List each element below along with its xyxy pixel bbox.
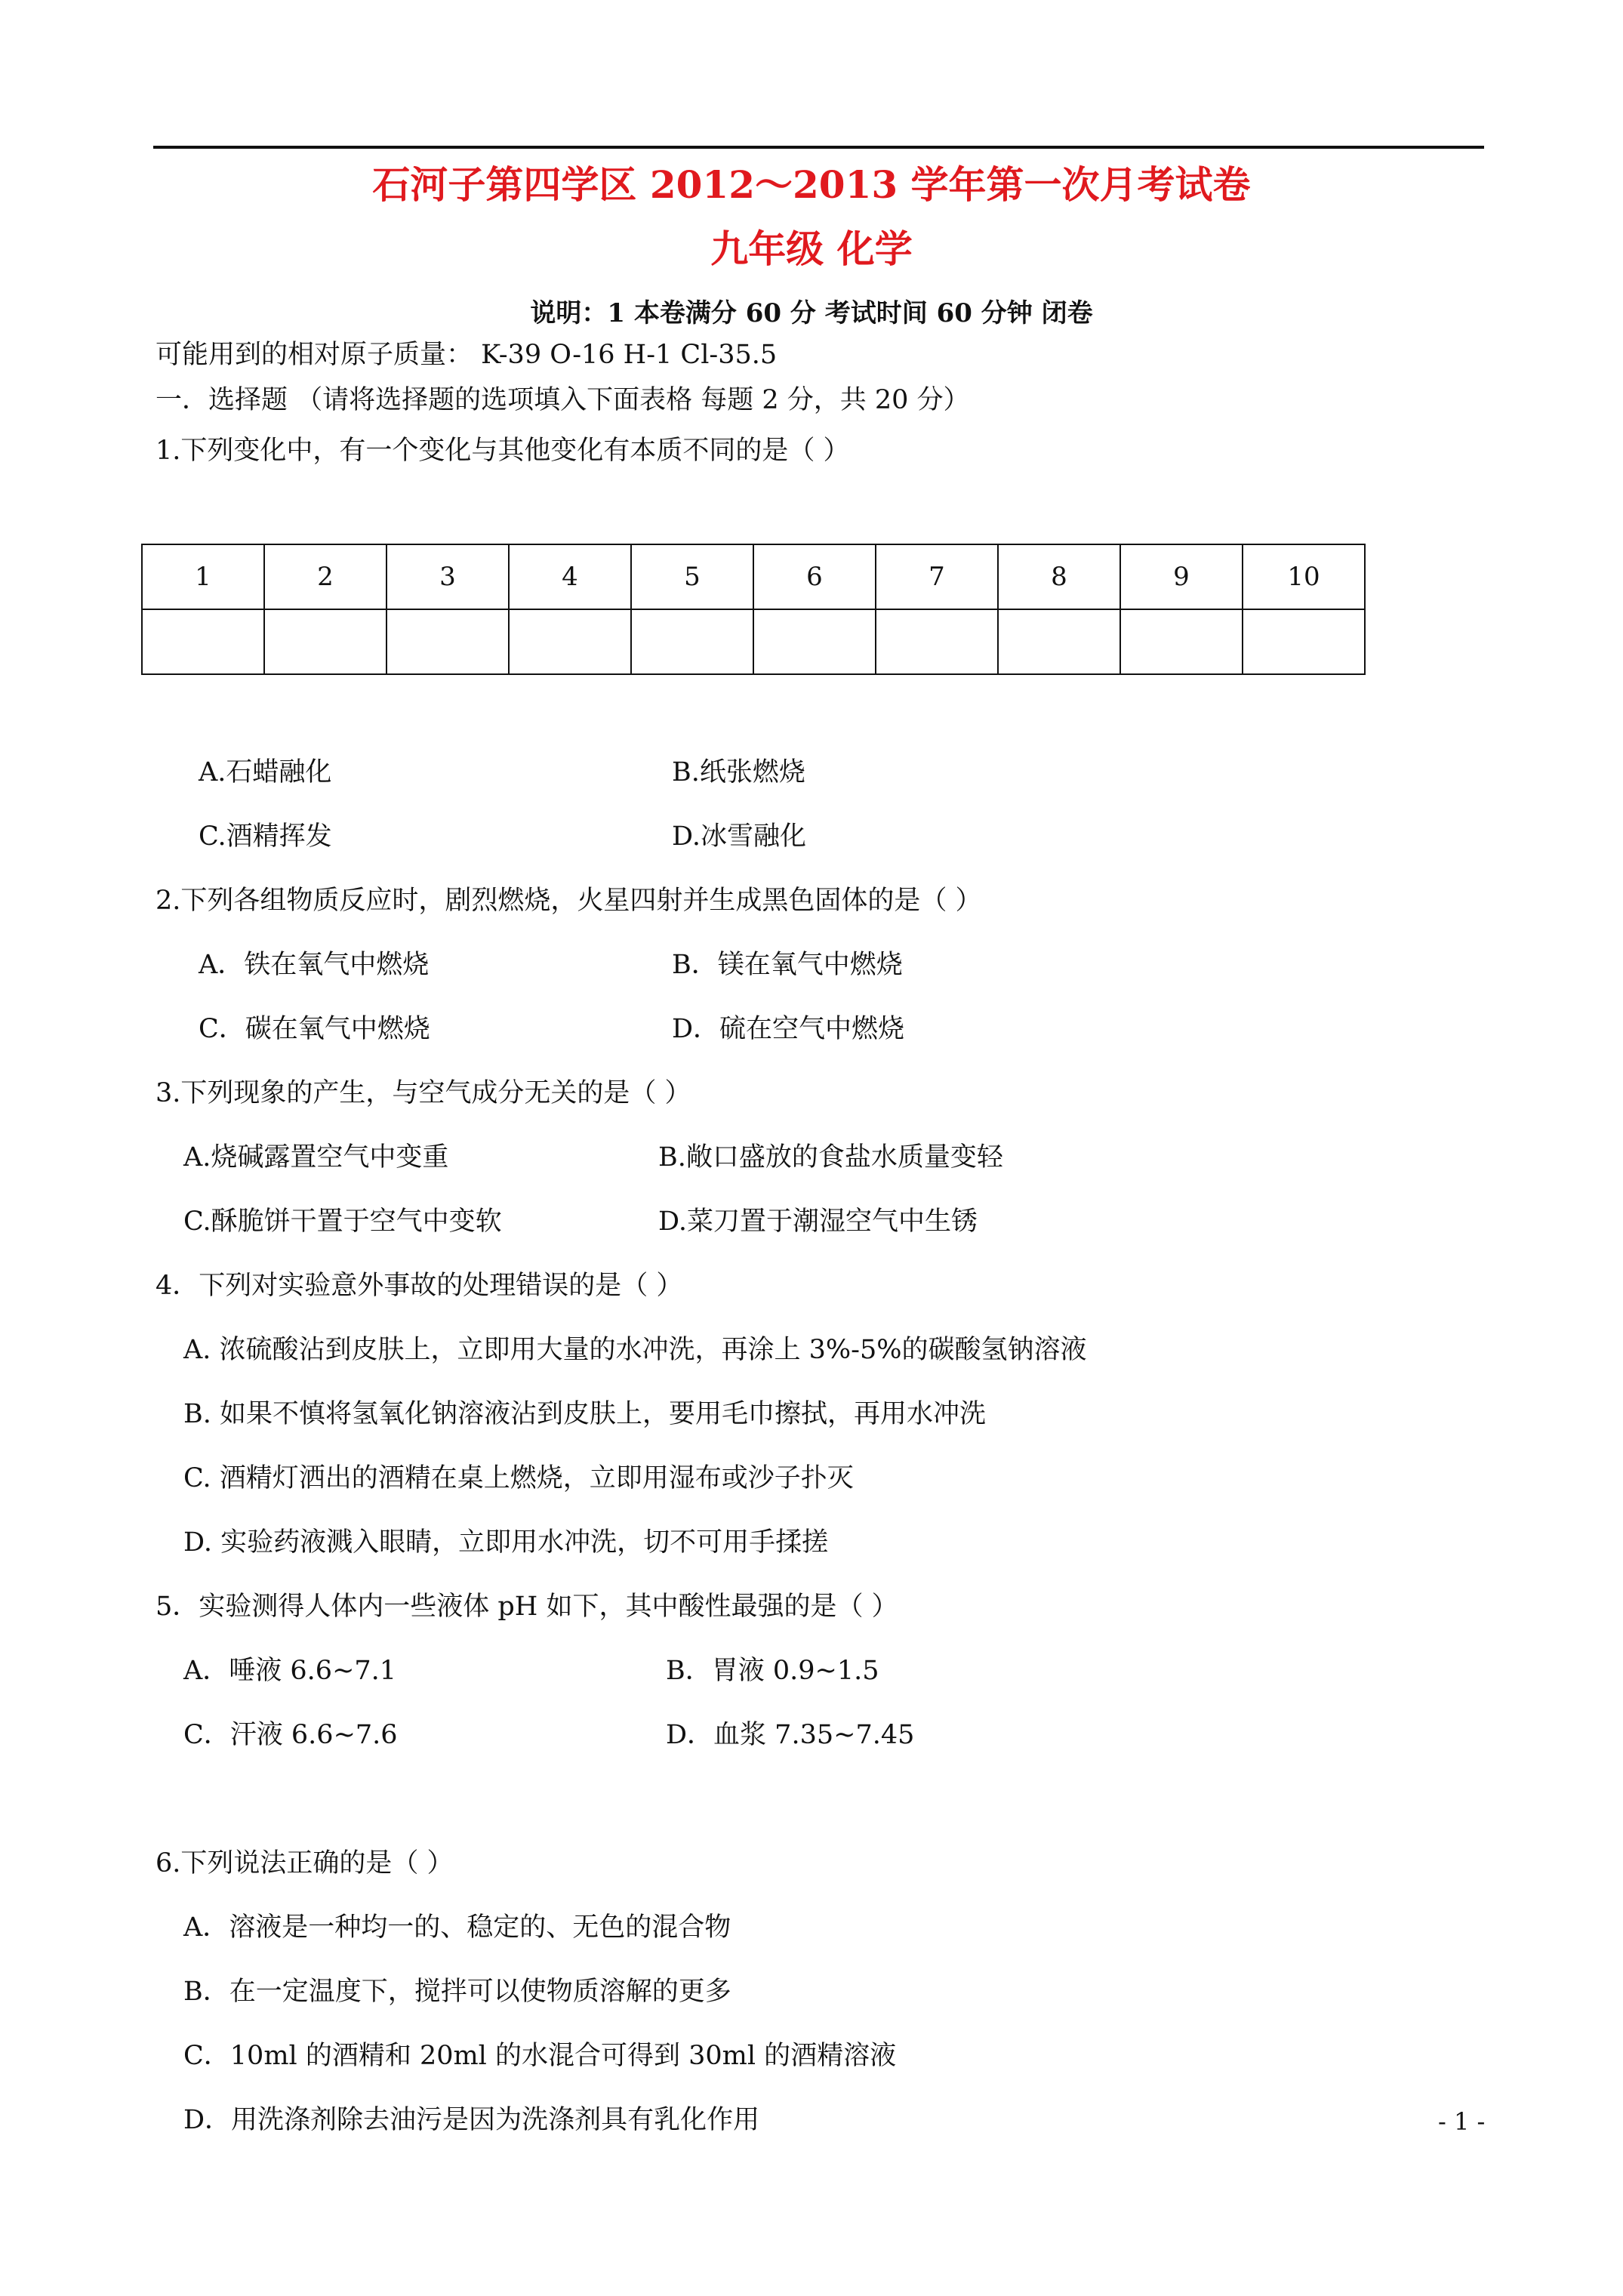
question-5-option-a: A．唾液 6.6~7.1: [183, 1656, 397, 1686]
answer-table-answer-row: [142, 609, 1365, 674]
answer-number: 9: [1120, 544, 1243, 609]
question-6-stem: 6.下列说法正确的是（ ）: [156, 1848, 454, 1878]
answer-number: 8: [998, 544, 1120, 609]
answer-number: 5: [631, 544, 753, 609]
answer-number: 6: [753, 544, 876, 609]
question-2-option-c: C．碳在氧气中燃烧: [199, 1014, 430, 1044]
atomic-masses: 可能用到的相对原子质量： K-39 O-16 H-1 Cl-35.5: [156, 340, 778, 370]
answer-number: 4: [509, 544, 631, 609]
answer-cell: [264, 609, 387, 674]
question-2-option-a: A．铁在氧气中燃烧: [199, 950, 430, 980]
question-1-option-d: D.冰雪融化: [672, 821, 806, 852]
answer-number: 2: [264, 544, 387, 609]
page-number: - 1 -: [1438, 2107, 1486, 2136]
answer-number: 1: [142, 544, 264, 609]
answer-cell: [753, 609, 876, 674]
question-3-stem: 3.下列现象的产生，与空气成分无关的是（ ）: [156, 1078, 691, 1108]
question-5-option-d: D．血浆 7.35~7.45: [666, 1720, 915, 1750]
question-6-option-d: D．用洗涤剂除去油污是因为洗涤剂具有乳化作用: [183, 2105, 760, 2135]
question-6-option-a: A．溶液是一种均一的、稳定的、无色的混合物: [183, 1912, 731, 1943]
question-6-option-c: C．10ml 的酒精和 20ml 的水混合可得到 30ml 的酒精溶液: [183, 2041, 897, 2071]
question-1-option-a: A.石蜡融化: [199, 757, 332, 787]
answer-table: [141, 544, 1366, 675]
question-3-option-d: D.菜刀置于潮湿空气中生锈: [658, 1207, 978, 1237]
answer-cell: [509, 609, 631, 674]
question-4-option-b: B. 如果不慎将氢氧化钠溶液沾到皮肤上，要用毛巾擦拭，再用水冲洗: [183, 1399, 986, 1429]
answer-number: 10: [1243, 544, 1365, 609]
question-1-option-c: C.酒精挥发: [199, 821, 332, 852]
question-2-stem: 2.下列各组物质反应时，剧烈燃烧，火星四射并生成黑色固体的是（ ）: [156, 886, 982, 916]
question-3-option-b: B.敞口盛放的食盐水质量变轻: [658, 1142, 1003, 1173]
answer-cell: [387, 609, 509, 674]
header-rule: [153, 146, 1484, 149]
answer-cell: [1120, 609, 1243, 674]
question-6-option-b: B．在一定温度下，搅拌可以使物质溶解的更多: [183, 1977, 731, 2007]
question-3-option-a: A.烧碱露置空气中变重: [183, 1142, 449, 1173]
answer-number: 7: [876, 544, 998, 609]
question-5-stem: 5．实验测得人体内一些液体 pH 如下，其中酸性最强的是（ ）: [156, 1592, 898, 1622]
answer-cell: [631, 609, 753, 674]
question-5-option-b: B．胃液 0.9~1.5: [666, 1656, 879, 1686]
answer-cell: [1243, 609, 1365, 674]
answer-cell: [998, 609, 1120, 674]
question-5-option-c: C．汗液 6.6~7.6: [183, 1720, 398, 1750]
question-4-option-c: C. 酒精灯洒出的酒精在桌上燃烧，立即用湿布或沙子扑灭: [183, 1463, 854, 1493]
exam-instructions: 说明：1 本卷满分 60 分 考试时间 60 分钟 闭卷: [530, 298, 1093, 328]
exam-title: 石河子第四学区 2012～2013 学年第一次月考试卷: [372, 162, 1251, 207]
answer-cell: [876, 609, 998, 674]
question-4-option-d: D. 实验药液溅入眼睛，立即用水冲洗，切不可用手揉搓: [183, 1527, 829, 1558]
answer-table-header-row: [142, 544, 1365, 609]
question-3-option-c: C.酥脆饼干置于空气中变软: [183, 1207, 502, 1237]
question-4-stem: 4．下列对实验意外事故的处理错误的是（ ）: [156, 1271, 683, 1301]
section-title: 一．选择题 （请将选择题的选项填入下面表格 每题 2 分，共 20 分）: [156, 385, 970, 415]
question-4-option-a: A. 浓硫酸沾到皮肤上，立即用大量的水冲洗，再涂上 3%-5%的碳酸氢钠溶液: [183, 1335, 1087, 1365]
question-2-option-b: B．镁在氧气中燃烧: [672, 950, 903, 980]
answer-cell: [142, 609, 264, 674]
answer-number: 3: [387, 544, 509, 609]
question-2-option-d: D．硫在空气中燃烧: [672, 1014, 905, 1044]
exam-subtitle: 九年级 化学: [710, 227, 913, 271]
question-1-option-b: B.纸张燃烧: [672, 757, 805, 787]
question-1-stem: 1.下列变化中，有一个变化与其他变化有本质不同的是（ ）: [156, 436, 850, 466]
